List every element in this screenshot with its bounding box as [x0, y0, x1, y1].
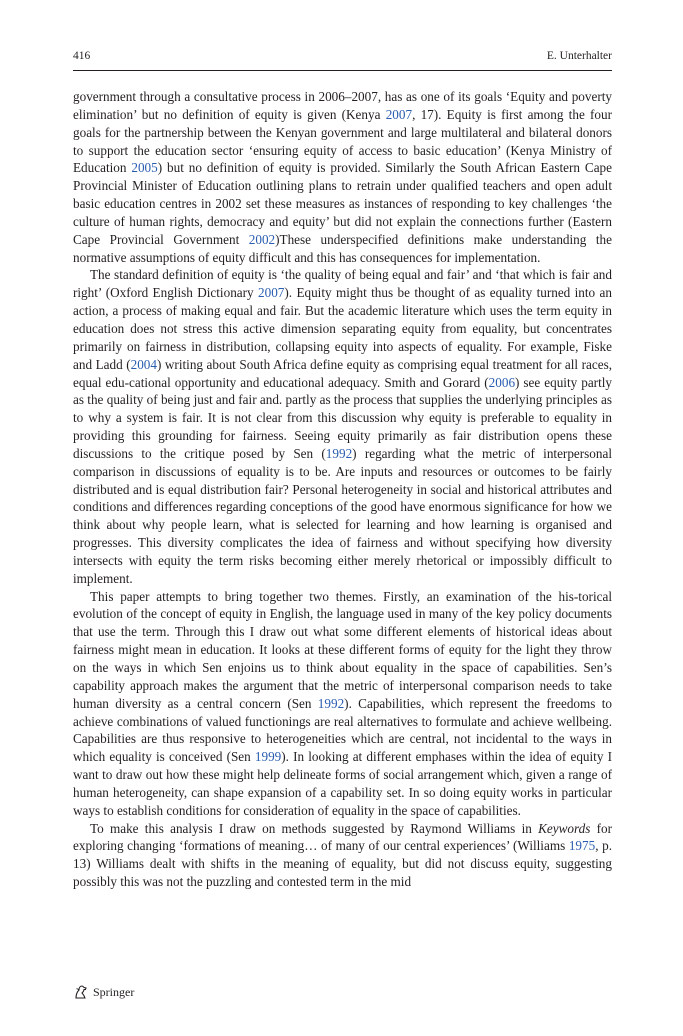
citation-link[interactable]: 2006	[488, 374, 516, 390]
text-run: ). Equity might thus be thought of as equality turned into an action, a process of making equal and fair. But the academic literature which uses the term equity in education does not stress this active dimension separating equity from equality, but concentrates primarily on fairness in distribution, collapsing equity into aspects of equality. For example, Fiske and Ladd (	[73, 285, 612, 372]
springer-horse-icon	[73, 984, 89, 1000]
italic-title: Keywords	[538, 820, 591, 836]
article-body	[73, 88, 612, 891]
page-number: 416	[73, 50, 91, 62]
running-author: E. Unterhalter	[546, 50, 612, 62]
text-run: )These underspecified definitions make understanding the normative assumptions of equity difficult and this has consequences for implementation.	[73, 231, 612, 265]
citation-link[interactable]: 1992	[317, 695, 345, 711]
text-run: ) writing about South Africa define equity as comprising equal treatment for all races, equal edu-cational opportunity and educational adequacy. Smith and Gorard (	[73, 356, 612, 390]
text-run: This paper attempts to bring together two themes. Firstly, an examination of the his-torical evolution of the concept of equity in English, the language used in many of the key policy documents that use the term. Through this I draw out what some different elements of historical ideas about fairness might mean in education. It looks at these different forms of equity for the light they throw on the ways in which Sen enjoins us to think about equality in the space of capabilities. Sen’s capability approach makes the argument that the metric of interpersonal comparison needs to take human diversity as a central concern (Sen	[73, 588, 612, 711]
citation-link[interactable]: 1999	[254, 749, 282, 765]
text-run: ) regarding what the metric of interpersonal comparison in discussions of equality is to be. Are inputs and resources or outcomes to be fairly distributed and is equal distribution fair? Personal heterogeneity in social and historical attributes and conditions and differences regarding conceptions of the good have enormous significance for how we think about why people learn, what is selected for learning and how learning is organised and progresses. This diversity complicates the idea of fairness and without specifying how diversity intersects with equity the term risks becoming either merely rhetorical or impossibly difficult to implement.	[73, 445, 612, 586]
text-run: , 17). Equity is first among the four goals for the partnership between the Kenyan government and large multilateral and bilateral donors to support the education sector ‘ensuring equity of access to basic education’ (Kenya Ministry of Education	[73, 106, 612, 176]
citation-link[interactable]: 2007	[385, 106, 413, 122]
citation-link[interactable]: 1992	[325, 445, 353, 461]
publisher-footer	[73, 984, 134, 1000]
text-run: ). In looking at different emphases within the idea of equity I want to draw out how these might help delineate forms of social arrangement which, given a range of human heterogeneity, can shape expansion of a capability set. In so doing equity works in particular ways to establish conditions for consideration of equality in the space of capabilities.	[73, 749, 612, 818]
citation-link[interactable]: 2002	[248, 231, 276, 247]
citation-link[interactable]: 2005	[131, 160, 158, 176]
paragraph-3	[73, 588, 612, 820]
paragraph-1	[73, 88, 612, 266]
paragraph-2	[73, 266, 612, 587]
paragraph-4	[73, 820, 612, 891]
text-run: , p. 13) Williams dealt with shifts in the meaning of equality, but did not discuss equity, suggesting possibly this was not the puzzling and contested term in the mid	[73, 838, 612, 890]
citation-link[interactable]: 2007	[258, 285, 285, 301]
text-run: ) see equity partly as the quality of being just and fair and. partly as the process that supplies the underlying principles as to why a system is fair. It is not clear from this discussion why equity is preferable to equality in providing this grounding for fairness. Seeing equity primarily as fair distribution opens these discussions to the critique posed by Sen (	[73, 374, 612, 461]
text-run: for exploring changing ‘formations of meaning… of many of our central experiences’ (Williams	[73, 820, 612, 854]
text-run: government through a consultative process in 2006–2007, has as one of its goals ‘Equity and poverty elimination’ but no definition of equity is given (Kenya	[73, 89, 612, 122]
citation-link[interactable]: 2004	[130, 356, 157, 372]
text-run: The standard definition of equity is ‘the quality of being equal and fair’ and ‘that which is fair and right’ (Oxford English Dictionary	[73, 267, 612, 301]
running-header	[73, 50, 612, 71]
publisher-name: Springer	[93, 984, 135, 999]
text-run: ). Capabilities, which represent the freedoms to achieve combinations of valued functionings are real alternatives to formulate and achieve wellbeing. Capabilities are thus responsive to heterogeneities which are central, not incidental to the ways in which equality is conceived (Sen	[73, 695, 612, 765]
citation-link[interactable]: 1975	[568, 838, 596, 854]
text-run: To make this analysis I draw on methods suggested by Raymond Williams in	[90, 820, 539, 836]
text-run: ) but no definition of equity is provided. Similarly the South African Eastern Cape Provincial Minister of Education outlining plans to retrain under qualified teachers and open adult basic education centres in 2002 set these measures as instances of responding to key challenges ‘the culture of human rights, democracy and equity’ but did not explain the connections further (Eastern Cape Provincial Government	[73, 160, 612, 247]
